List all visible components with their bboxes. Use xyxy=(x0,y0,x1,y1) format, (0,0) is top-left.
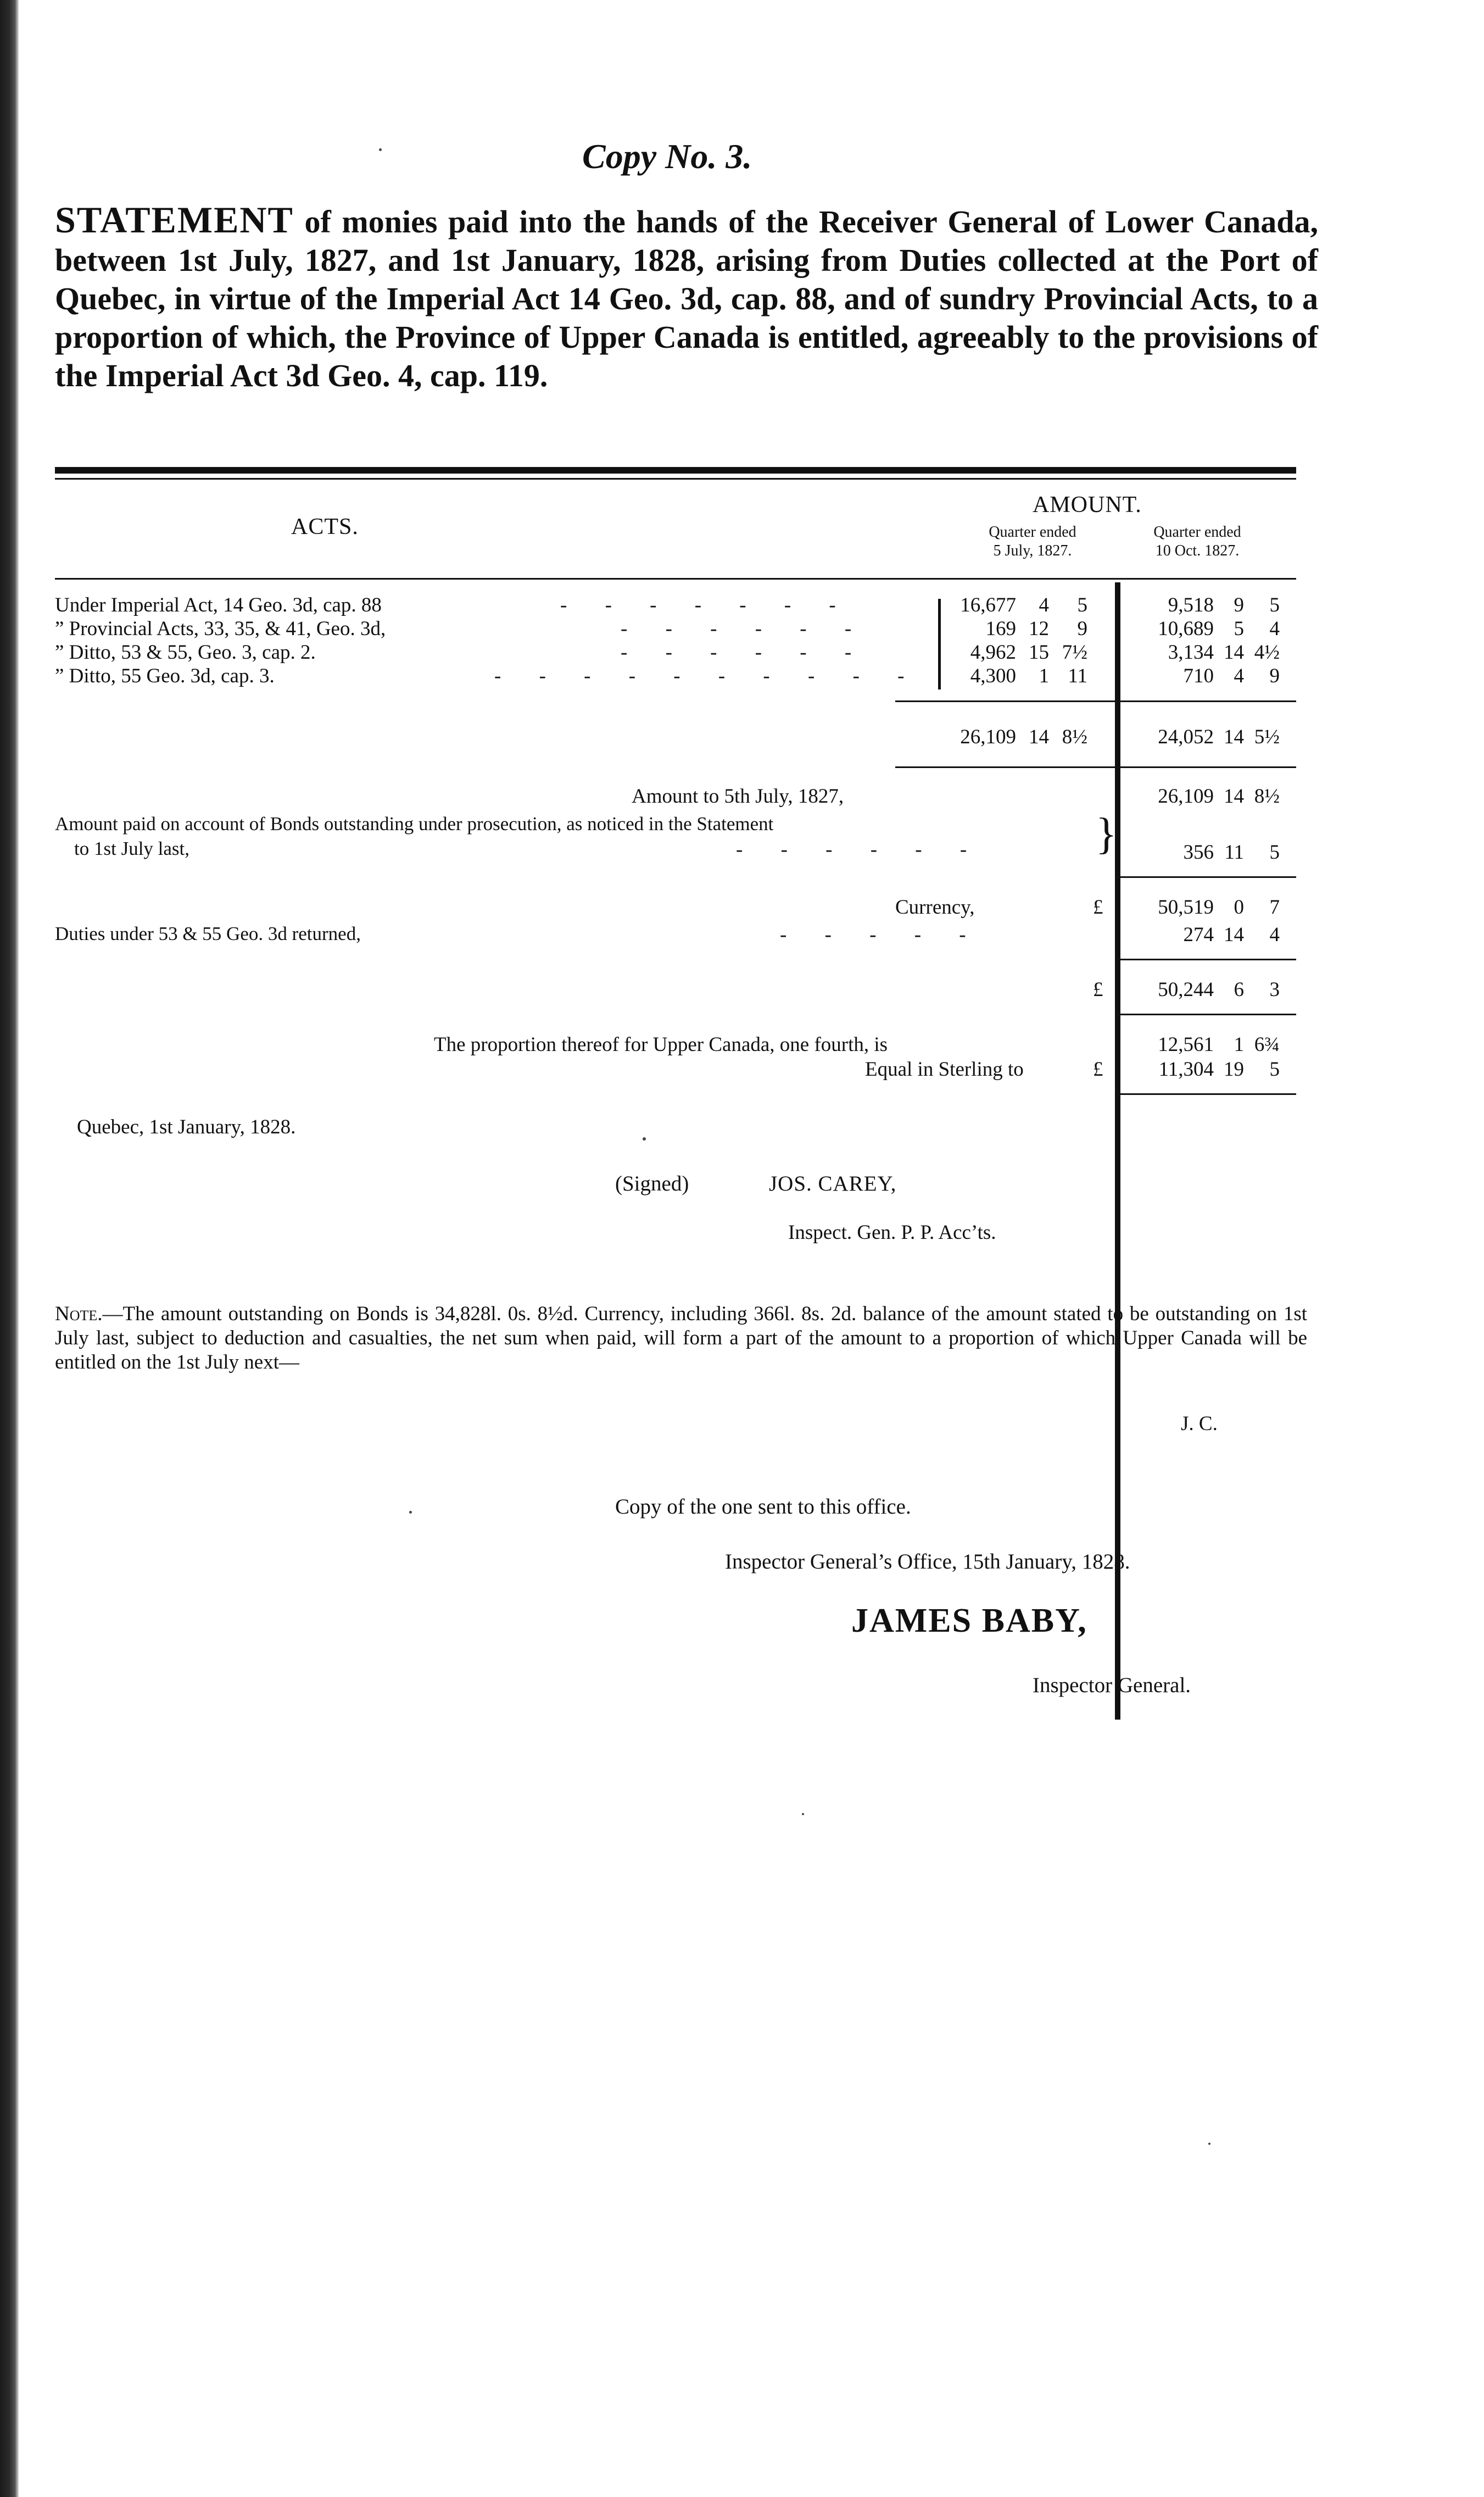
bonds-pounds: 356 xyxy=(1183,841,1214,864)
table-top-rule-thin xyxy=(55,478,1296,480)
quarter2-header xyxy=(1131,523,1263,560)
q1-left-bar xyxy=(938,599,941,689)
currency-rule xyxy=(1120,876,1296,878)
leader-dots: - - - - - - xyxy=(736,838,984,861)
leader-dots: - - - - - - - - - - xyxy=(494,665,921,687)
table-top-rule xyxy=(55,467,1296,474)
q1-total-shillings: 14 xyxy=(1029,726,1049,748)
statement-first-word: STATEMENT xyxy=(55,199,294,241)
q2-pounds: 710 xyxy=(1183,665,1214,687)
q1-pence: 11 xyxy=(1068,665,1087,687)
pound-symbol: £ xyxy=(1093,896,1103,919)
q2-pounds: 3,134 xyxy=(1168,641,1214,664)
q1-pounds: 16,677 xyxy=(960,594,1016,616)
sterling-shillings: 19 xyxy=(1224,1058,1244,1081)
q2-shillings: 5 xyxy=(1234,618,1244,640)
sterling-pounds: 11,304 xyxy=(1158,1058,1214,1081)
pound-symbol: £ xyxy=(1093,978,1103,1001)
scan-speck xyxy=(409,1511,412,1514)
proportion-pounds: 12,561 xyxy=(1158,1033,1214,1056)
q1-pounds: 169 xyxy=(985,618,1016,640)
q2-pence: 9 xyxy=(1269,665,1280,687)
q2-total-shillings: 14 xyxy=(1224,726,1244,748)
page-binding-edge xyxy=(0,0,19,2497)
q2-shillings: 4 xyxy=(1234,665,1244,687)
leader-dots: - - - - - - - xyxy=(560,594,852,616)
note-prefix: Note. xyxy=(55,1303,103,1325)
q2-total-pence: 5½ xyxy=(1254,726,1280,748)
q1-total-pounds: 26,109 xyxy=(960,726,1016,748)
q2-pence: 5 xyxy=(1269,594,1280,616)
inspector-title: Inspector General. xyxy=(1033,1673,1191,1697)
q1-shillings: 15 xyxy=(1029,641,1049,664)
header-rule xyxy=(55,578,1296,580)
leader-dots: - - - - - - xyxy=(621,618,868,640)
copy-of-statement: Copy of the one sent to this office. xyxy=(615,1495,911,1519)
currency-pence: 7 xyxy=(1269,896,1280,919)
leader-dots: - - - - - xyxy=(780,924,983,946)
duties-pence: 4 xyxy=(1269,924,1280,946)
quarter2-header-line1: Quarter ended xyxy=(1153,524,1241,541)
scan-speck xyxy=(379,148,382,151)
q1-shillings: 12 xyxy=(1029,618,1049,640)
scan-speck xyxy=(643,1137,646,1141)
table-row-label: ” Provincial Acts, 33, 35, & 41, Geo. 3d, xyxy=(55,618,386,640)
q2-pounds: 10,689 xyxy=(1158,618,1214,640)
currency-label: Currency, xyxy=(895,896,975,919)
proportion-pence: 6¾ xyxy=(1254,1033,1280,1056)
q1-pence: 7½ xyxy=(1062,641,1087,664)
q1-shillings: 4 xyxy=(1039,594,1049,616)
totals-rule xyxy=(895,700,1296,702)
q2-pence: 4 xyxy=(1269,618,1280,640)
sterling-rule xyxy=(1120,1093,1296,1095)
quarter1-header xyxy=(967,523,1098,560)
q2-shillings: 14 xyxy=(1224,641,1244,664)
proportion-rule xyxy=(1120,1014,1296,1015)
bonds-label-line2: to 1st July last, xyxy=(74,838,190,859)
scan-speck xyxy=(1208,2143,1210,2145)
inspector-name: JAMES BABY, xyxy=(851,1602,1087,1639)
q2-total-pounds: 24,052 xyxy=(1158,726,1214,748)
note-initials: J. C. xyxy=(1181,1412,1218,1435)
table-row-label: ” Ditto, 53 & 55, Geo. 3, cap. 2. xyxy=(55,641,316,664)
table-row-label: ” Ditto, 55 Geo. 3d, cap. 3. xyxy=(55,665,275,687)
net-shillings: 6 xyxy=(1234,978,1244,1001)
copy-title: Copy No. 3. xyxy=(582,137,752,176)
q1-shillings: 1 xyxy=(1039,665,1049,687)
q1-pounds: 4,962 xyxy=(970,641,1016,664)
sterling-pence: 5 xyxy=(1269,1058,1280,1081)
signatory-name: JOS. CAREY, xyxy=(769,1172,897,1195)
q1-pounds: 4,300 xyxy=(970,665,1016,687)
amount-to-july-shillings: 14 xyxy=(1224,785,1244,808)
signed-label: (Signed) xyxy=(615,1172,689,1195)
q2-pence: 4½ xyxy=(1254,641,1280,664)
scan-speck xyxy=(802,1813,804,1815)
signatory-title: Inspect. Gen. P. P. Acc’ts. xyxy=(788,1221,996,1244)
q1-pence: 5 xyxy=(1077,594,1087,616)
bonds-pence: 5 xyxy=(1269,841,1280,864)
quarter1-header-line1: Quarter ended xyxy=(989,524,1076,541)
net-pounds: 50,244 xyxy=(1158,978,1214,1001)
bonds-label-line1: Amount paid on account of Bonds outstanding under prosecution, as noticed in the Statement xyxy=(55,813,774,835)
q1-pence: 9 xyxy=(1077,618,1087,640)
amount-header: AMOUNT. xyxy=(1033,492,1142,518)
totals-bottom-rule xyxy=(895,766,1296,768)
duties-pounds: 274 xyxy=(1183,924,1214,946)
note-text: —The amount outstanding on Bonds is 34,828l. 0s. 8½d. Currency, including 366l. 8s. 2d. balance of the amount stated to be outstanding on 1st July last, subject to deduction and casualties, the net sum when paid, will form a part of the amount to a proportion of which Upper Canada will be entitled on the 1st July next— xyxy=(55,1303,1307,1373)
q1-total-pence: 8½ xyxy=(1062,726,1087,748)
currency-pounds: 50,519 xyxy=(1158,896,1214,919)
note-paragraph xyxy=(55,1302,1307,1375)
duties-returned-label: Duties under 53 & 55 Geo. 3d returned, xyxy=(55,923,361,944)
place-date: Quebec, 1st January, 1828. xyxy=(77,1116,296,1138)
acts-header: ACTS. xyxy=(291,514,359,540)
quarter1-header-line2: 5 July, 1827. xyxy=(993,542,1072,559)
amount-to-july-label: Amount to 5th July, 1827, xyxy=(632,785,844,808)
pound-symbol: £ xyxy=(1093,1058,1103,1081)
quarter2-header-line2: 10 Oct. 1827. xyxy=(1155,542,1240,559)
bonds-shillings: 11 xyxy=(1224,841,1244,864)
sterling-label: Equal in Sterling to xyxy=(865,1058,1024,1081)
statement-heading xyxy=(55,201,1318,395)
table-row-label: Under Imperial Act, 14 Geo. 3d, cap. 88 xyxy=(55,594,382,616)
currency-shillings: 0 xyxy=(1234,896,1244,919)
statement-text: of monies paid into the hands of the Receiver General of Lower Canada, between 1st July, 1827, and 1st January, 1828, arising from Duties collected at the Port of Quebec, in virtue of the Imperial Act 14 Geo. 3d, cap. 88, and of sundry Provincial Acts, to a proportion of which, the Province of Upper Canada is entitled, agreeably to the provisions of the Imperial Act 3d Geo. 4, cap. 119. xyxy=(55,204,1319,393)
q2-pounds: 9,518 xyxy=(1168,594,1214,616)
leader-dots: - - - - - - xyxy=(621,641,868,664)
q2-shillings: 9 xyxy=(1234,594,1244,616)
brace-icon: } xyxy=(1096,810,1117,858)
amount-to-july-pence: 8½ xyxy=(1254,785,1280,808)
amount-to-july-pounds: 26,109 xyxy=(1158,785,1214,808)
duties-shillings: 14 xyxy=(1224,924,1244,946)
net-rule xyxy=(1120,959,1296,960)
office-date: Inspector General’s Office, 15th January, 1828. xyxy=(725,1550,1130,1573)
proportion-label: The proportion thereof for Upper Canada, one fourth, is xyxy=(434,1033,888,1056)
net-pence: 3 xyxy=(1269,978,1280,1001)
proportion-shillings: 1 xyxy=(1234,1033,1244,1056)
